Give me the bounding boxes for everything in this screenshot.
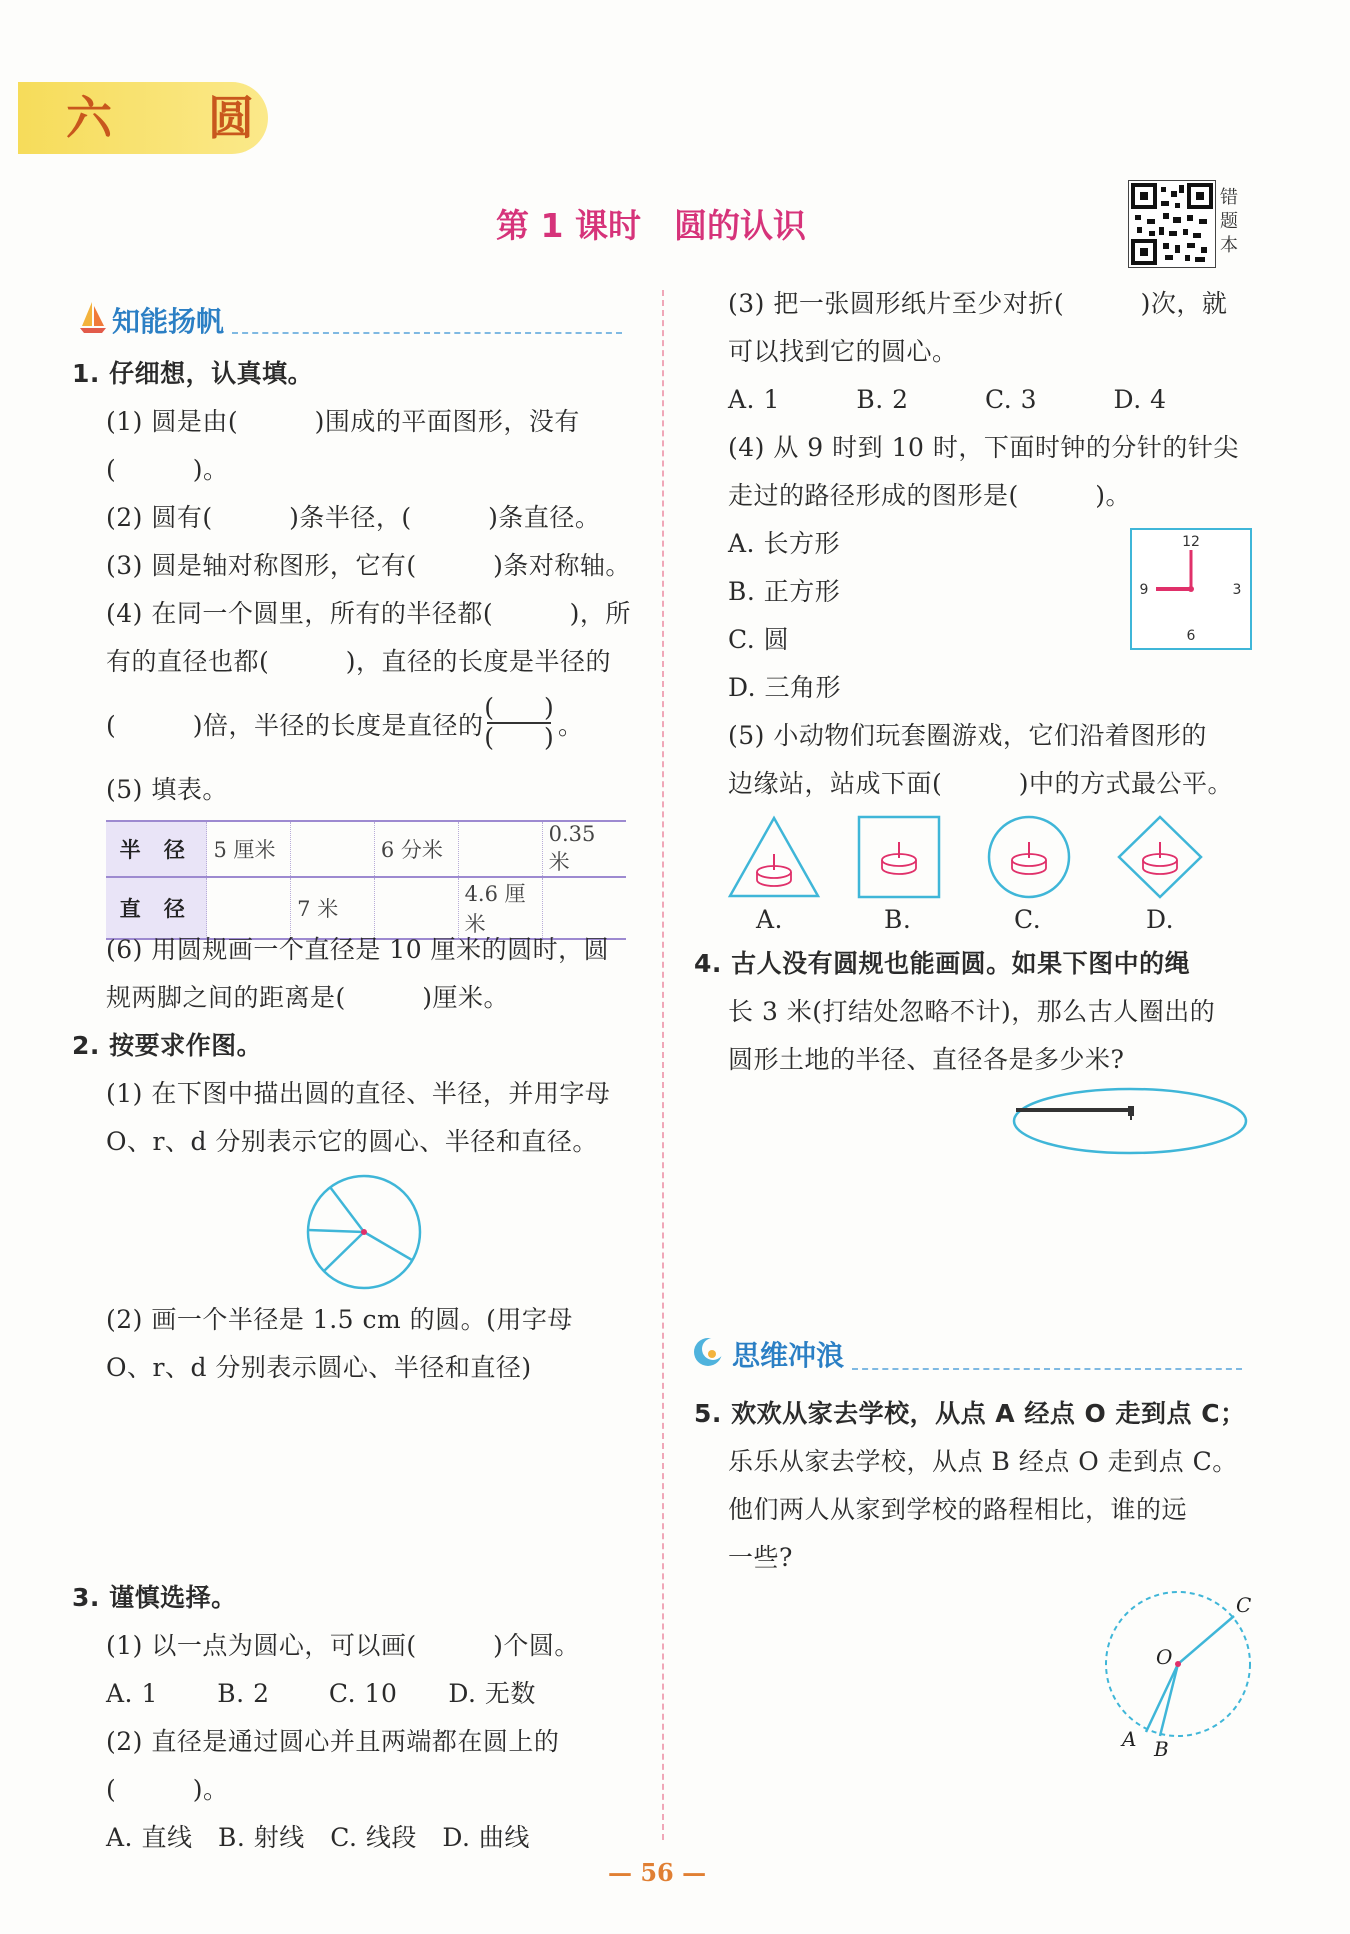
table-cell[interactable]: 0.35 米: [542, 821, 626, 877]
rope-circle-figure: [1010, 1086, 1250, 1156]
table-cell[interactable]: [374, 877, 458, 939]
q3-options: A. 1 B. 2 C. 10 D. 无数: [106, 1679, 536, 1708]
section-zhineng-heading: 知能扬帆: [112, 305, 225, 338]
q3-line: (2) 直径是通过圆心并且两端都在圆上的: [106, 1727, 560, 1756]
q1-line: ( )。: [106, 455, 229, 484]
q3-option: C. 圆: [728, 625, 790, 654]
q4-line: [694, 946, 1190, 982]
shape-label-a: A.: [756, 905, 784, 934]
diamond-shape: [1116, 814, 1204, 900]
shape-label-c: C.: [1014, 905, 1042, 934]
q3-option: A. 长方形: [728, 529, 840, 558]
q1-title: 1. 仔细想，认真填。: [72, 359, 314, 388]
q1-line: (6) 用圆规画一个直径是 10 厘米的圆时，圆: [106, 935, 610, 964]
q3-options: A. 1 B. 2 C. 3 D. 4: [728, 385, 1167, 414]
q5-text: 5. 欢欢从家去学校，从点 A 经点 O 走到点 C；: [694, 1399, 1246, 1428]
section-rule: [232, 332, 622, 334]
triangle-shape: [726, 814, 822, 900]
table-cell[interactable]: [458, 821, 542, 877]
table-row: [106, 821, 626, 877]
section-rule: [852, 1368, 1242, 1370]
q2-line: (2) 画一个半径是 1.5 cm 的圆。(用字母: [106, 1305, 573, 1334]
chapter-title: 六 圆: [66, 91, 295, 145]
q3-title: 3. 谨慎选择。: [72, 1583, 237, 1612]
table-cell[interactable]: [291, 821, 375, 877]
q3-options: A. 直线 B. 射线 C. 线段 D. 曲线: [106, 1823, 530, 1852]
q1-line: (5) 填表。: [106, 775, 228, 804]
table-cell[interactable]: 4.6 厘米: [458, 877, 542, 939]
q4-text: 4. 古人没有圆规也能画圆。如果下图中的绳: [694, 949, 1191, 978]
path-circle-figure: [1096, 1582, 1256, 1762]
clock-number-12: 12: [1182, 534, 1200, 550]
clock-number-3: 3: [1232, 582, 1242, 598]
table-cell[interactable]: [542, 877, 626, 939]
q3-option: B. 正方形: [728, 577, 841, 606]
square-shape: [856, 814, 942, 900]
q4-line: 圆形土地的半径、直径各是多少米?: [728, 1045, 1125, 1074]
q1-line: (4) 在同一个圆里，所有的半径都( )，所: [106, 599, 631, 628]
q3-line: (1) 以一点为圆心，可以画( )个圆。: [106, 1631, 580, 1660]
point-label-c: C: [1236, 1593, 1252, 1617]
q1-line: 规两脚之间的距离是( )厘米。: [106, 983, 510, 1012]
circle-shape: [986, 814, 1072, 900]
column-divider: [662, 290, 664, 1840]
point-label-b: B: [1154, 1737, 1169, 1761]
q2-title: 2. 按要求作图。: [72, 1031, 263, 1060]
fill-table: [106, 820, 626, 940]
q5-line: 乐乐从家去学校，从点 B 经点 O 走到点 C。: [728, 1447, 1238, 1476]
q2-line: O、r、d 分别表示它的圆心、半径和直径。: [106, 1127, 598, 1156]
q3-line: (4) 从 9 时到 10 时，下面时钟的分针的针尖: [728, 433, 1239, 462]
q3-line: (5) 小动物们玩套圈游戏，它们沿着图形的: [728, 721, 1207, 750]
shape-label-b: B.: [884, 905, 912, 934]
point-label-o: O: [1156, 1645, 1173, 1669]
table-cell[interactable]: 5 厘米: [207, 821, 291, 877]
section-siwei-heading: 思维冲浪: [732, 1339, 845, 1372]
q5-line: [694, 1396, 1246, 1432]
table-head-radius: 半 径: [106, 821, 207, 877]
q1-line: (2) 圆有( )条半径，( )条直径。: [106, 503, 601, 532]
q1-line: (1) 圆是由( )围成的平面图形，没有: [106, 407, 580, 436]
clock-figure: [1130, 528, 1252, 650]
table-head-diameter: 直 径: [106, 877, 207, 939]
qr-label: 错题本: [1220, 187, 1238, 256]
moon-icon: [692, 1336, 724, 1368]
q5-line: 一些?: [728, 1543, 793, 1572]
fraction-denominator: ( ): [484, 723, 554, 752]
sailboat-icon: [78, 300, 108, 334]
fraction-numerator: ( ): [484, 693, 554, 722]
clock-number-9: 9: [1139, 582, 1149, 598]
table-cell[interactable]: [207, 877, 291, 939]
q5-line: 他们两人从家到学校的路程相比，谁的远: [728, 1495, 1188, 1524]
point-label-a: A: [1122, 1727, 1137, 1751]
fraction-blank: [483, 694, 555, 752]
q3-line: (3) 把一张圆形纸片至少对折( )次，就: [728, 289, 1228, 318]
clock-number-6: 6: [1186, 628, 1196, 644]
circle-figure: [302, 1170, 426, 1294]
table-cell[interactable]: 7 米: [291, 877, 375, 939]
q2-line: O、r、d 分别表示圆心、半径和直径): [106, 1353, 532, 1382]
q3-line: 可以找到它的圆心。: [728, 337, 958, 366]
q1-line-end: 。: [558, 711, 584, 740]
q3-line: ( )。: [106, 1775, 229, 1804]
q3-line: 边缘站，站成下面( )中的方式最公平。: [728, 769, 1234, 798]
lesson-title: 第 1 课时 圆的认识: [496, 206, 806, 245]
q3-option: D. 三角形: [728, 673, 842, 702]
q3-line: 走过的路径形成的图形是( )。: [728, 481, 1132, 510]
q1-line: 有的直径也都( )，直径的长度是半径的: [106, 647, 612, 676]
q4-line: 长 3 米(打结处忽略不计)，那么古人圈出的: [728, 997, 1216, 1026]
page-number: — 56 —: [608, 1858, 707, 1887]
table-cell[interactable]: 6 分米: [374, 821, 458, 877]
q1-line: (3) 圆是轴对称图形，它有( )条对称轴。: [106, 551, 631, 580]
q2-line: (1) 在下图中描出圆的直径、半径，并用字母: [106, 1079, 611, 1108]
shape-label-d: D.: [1146, 905, 1175, 934]
q1-line: ( )倍，半径的长度是直径的: [106, 711, 484, 740]
table-row: [106, 877, 626, 939]
qr-code-icon[interactable]: [1128, 180, 1216, 268]
